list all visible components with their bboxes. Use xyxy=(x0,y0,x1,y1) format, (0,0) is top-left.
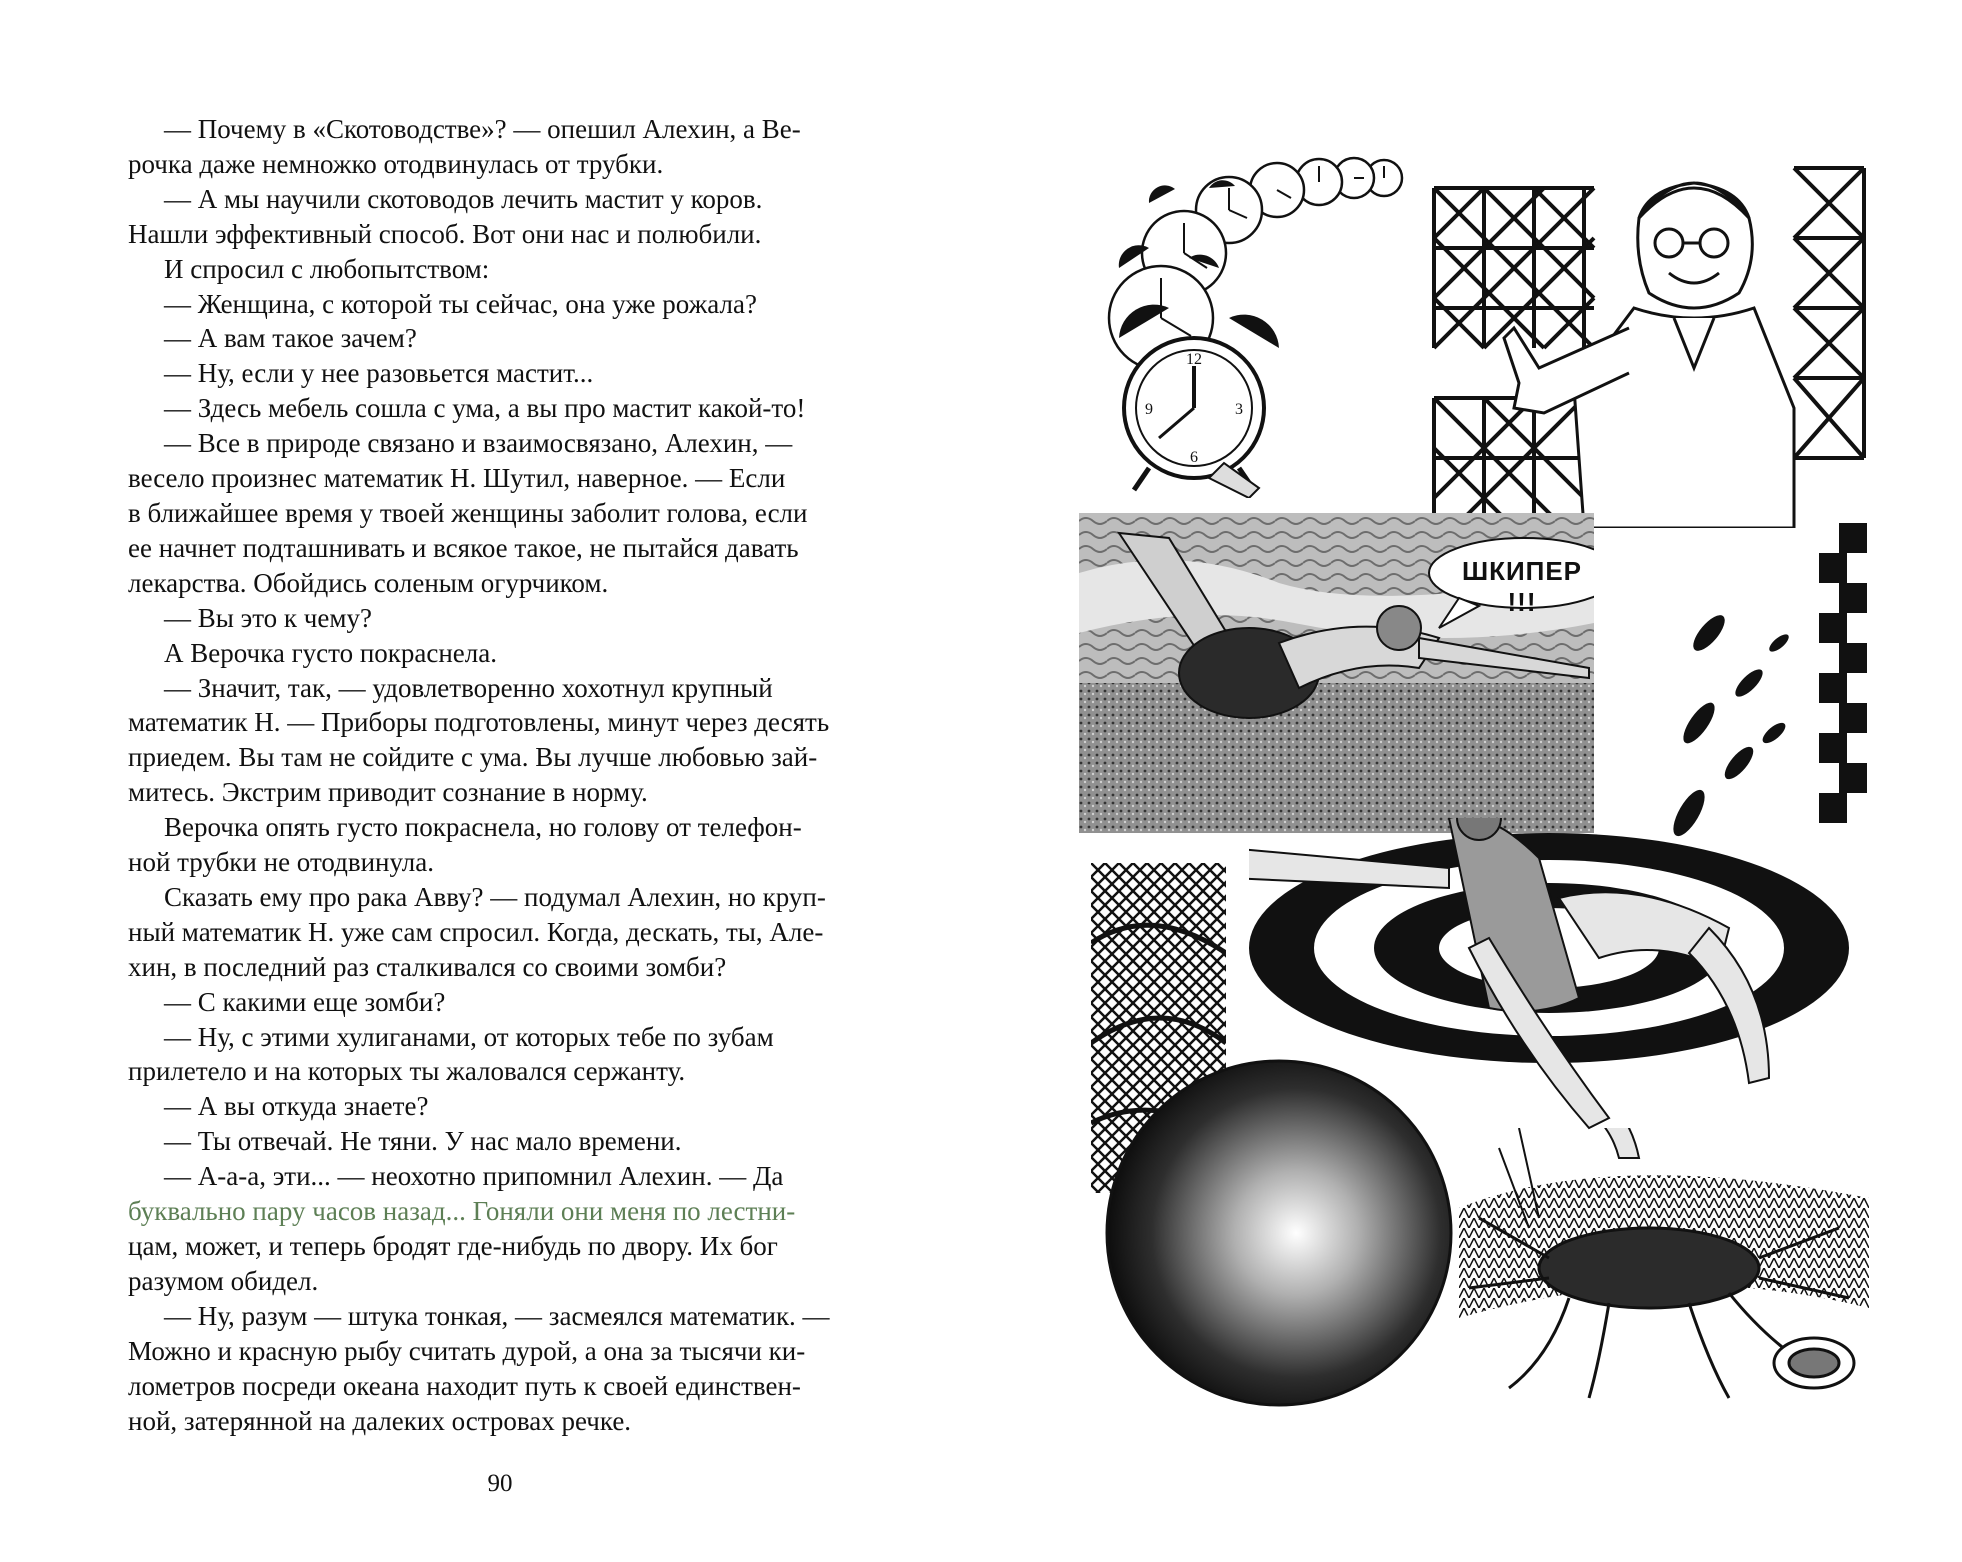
paragraph xyxy=(128,252,876,287)
paragraph xyxy=(128,1020,876,1090)
paragraph xyxy=(128,426,876,601)
paragraph xyxy=(128,1089,876,1124)
text-line: Сказать ему про рака Авву? — подумал Алехин, но круп- xyxy=(164,881,826,912)
paragraph xyxy=(128,601,876,636)
paragraph xyxy=(128,321,876,356)
paragraph xyxy=(128,636,876,671)
text-line: митесь. Экстрим приводит сознание в норму. xyxy=(128,777,648,808)
text-line: рочка даже немножко отодвинулась от трубки. xyxy=(128,148,664,179)
page-number: 90 xyxy=(487,1470,513,1497)
text-line: И спросил с любопытством: xyxy=(164,253,490,284)
text-line: А Верочка густо покраснела. xyxy=(164,637,497,668)
crayfish-illustration xyxy=(1459,1128,1869,1408)
paragraph xyxy=(128,985,876,1020)
text-line: — Почему в «Скотоводстве»? — опешил Алехин, а Ве- xyxy=(164,114,801,144)
right-page xyxy=(981,0,1962,1562)
text-line: Верочка опять густо покраснела, но голову от телефон- xyxy=(164,812,802,843)
alarm-clocks-illustration xyxy=(1079,118,1409,498)
text-line: — Ну, если у нее разовьется мастит... xyxy=(164,358,594,389)
speech-bubble-text: ШКИПЕР !!! xyxy=(1461,556,1583,617)
text-line: ной, затерянной на далеких островах речке. xyxy=(128,1405,632,1436)
text-line: — А вы откуда знаете? xyxy=(164,1091,429,1122)
text-line: цам, может, и теперь бродят где-нибудь по двору. Их бог xyxy=(128,1231,778,1261)
paragraph xyxy=(128,1299,876,1439)
text-line: весело произнес математик Н. Шутил, наверное. — Если xyxy=(128,463,786,494)
paragraph xyxy=(128,671,876,811)
sphere-illustration xyxy=(1099,1053,1469,1413)
paragraph xyxy=(128,810,876,880)
paragraph xyxy=(128,391,876,426)
text-line: в ближайшее время у твоей женщины заболит голова, если xyxy=(128,497,808,528)
text-line: — А вам такое зачем? xyxy=(164,323,417,354)
text-line: хин, в последний раз сталкивался со своими зомби? xyxy=(128,951,727,982)
paragraph xyxy=(128,1159,876,1299)
text-line: — Ну, с этими хулиганами, от которых тебе по зубам xyxy=(164,1021,774,1052)
text-line: — Женщина, с которой ты сейчас, она уже рожала? xyxy=(164,288,757,319)
text-line: — Ты отвечай. Не тяни. У нас мало времени. xyxy=(164,1126,682,1157)
text-line: — Значит, так, — удовлетворенно хохотнул крупный xyxy=(164,672,773,703)
text-line: Можно и красную рыбу считать дурой, а она за тысячи ки- xyxy=(128,1335,806,1366)
grid-pattern-panel xyxy=(1424,158,1869,528)
text-line: — Здесь мебель сошла с ума, а вы про мастит какой-то! xyxy=(164,393,806,424)
text-line: Нашли эффективный способ. Вот они нас и полюбили. xyxy=(128,218,762,249)
text-line: — А мы научили скотоводов лечить мастит у коров. xyxy=(164,183,763,214)
text-line: разумом обидел. xyxy=(128,1265,319,1296)
body-text xyxy=(128,112,876,1438)
svg-text:12: 12 xyxy=(1186,351,1202,368)
paragraph xyxy=(128,287,876,322)
paragraph xyxy=(128,880,876,985)
text-line: лометров посреди океана находит путь к своей единствен- xyxy=(128,1370,801,1401)
collage-illustration xyxy=(1079,118,1869,1408)
text-line: прилетело и на которых ты жаловался сержанту. xyxy=(128,1056,686,1087)
paragraph xyxy=(128,182,876,252)
text-line: буквально пару часов назад... Гоняли они меня по лестни- xyxy=(128,1196,796,1227)
paragraph xyxy=(128,112,876,182)
paragraph xyxy=(128,1124,876,1159)
text-line: ный математик Н. уже сам спросил. Когда, дескать, ты, Але- xyxy=(128,916,824,947)
paragraph xyxy=(128,356,876,391)
text-line: приедем. Вы там не сойдите с ума. Вы лучше любовью зай- xyxy=(128,742,818,773)
text-line: — С какими еще зомби? xyxy=(164,986,446,1017)
text-line: математик Н. — Приборы подготовлены, минут через десять xyxy=(128,707,830,738)
text-line: лекарства. Обойдись соленым огурчиком. xyxy=(128,567,609,598)
svg-text:6: 6 xyxy=(1190,449,1198,466)
svg-text:9: 9 xyxy=(1145,401,1153,418)
text-line: — Ну, разум — штука тонкая, — засмеялся математик. — xyxy=(164,1300,830,1331)
text-line: — А-а-а, эти... — неохотно припомнил Алехин. — Да xyxy=(164,1161,784,1192)
text-line: ной трубки не отодвинула. xyxy=(128,847,435,878)
svg-text:3: 3 xyxy=(1235,401,1243,418)
text-line: — Все в природе связано и взаимосвязано, Алехин, — xyxy=(164,428,793,459)
text-line: — Вы это к чему? xyxy=(164,602,372,633)
text-line: ее начнет подташнивать и всякое такое, не пытайся давать xyxy=(128,532,799,563)
